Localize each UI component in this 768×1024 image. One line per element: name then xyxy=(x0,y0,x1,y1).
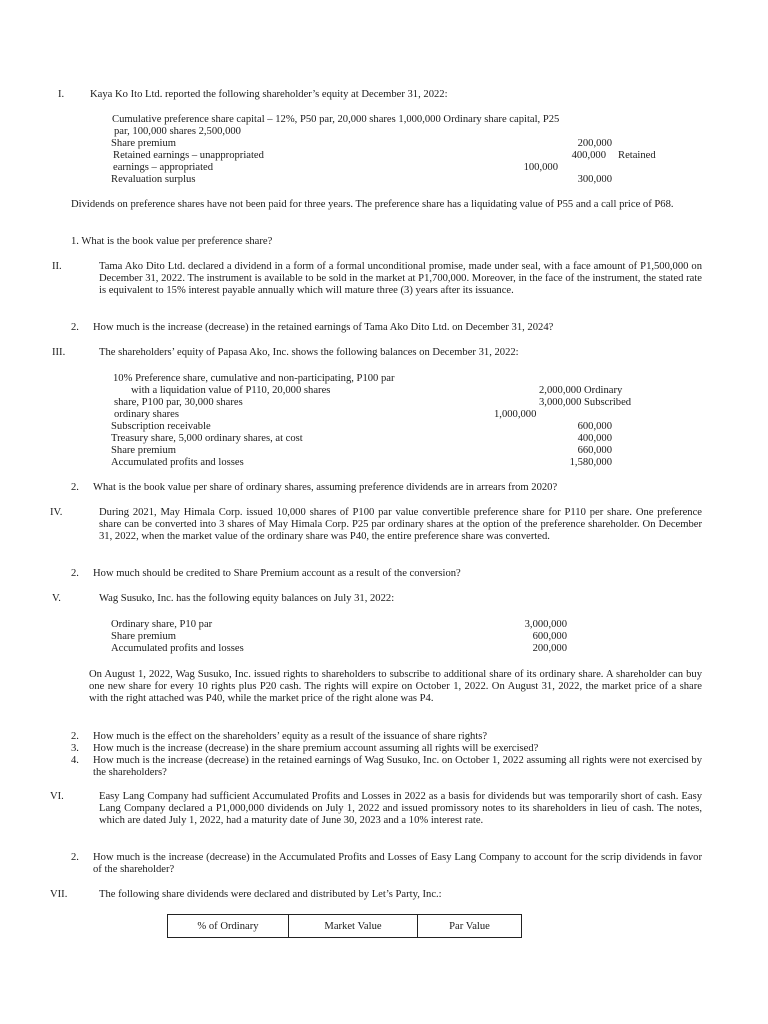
question-number: 4. xyxy=(71,755,79,766)
question: How much should be credited to Share Premium account as a result of the conversion? xyxy=(93,568,461,579)
equity-value: 2,000,000 Ordinary xyxy=(539,385,623,396)
question-number: 2. xyxy=(71,322,79,333)
question: How much is the increase (decrease) in the retained earnings of Tama Ako Dito Ltd. on December 31, 2024? xyxy=(93,322,554,333)
equity-value: 300,000 xyxy=(577,174,612,185)
section-intro: The following share dividends were declared and distributed by Let’s Party, Inc.: xyxy=(99,889,442,900)
equity-line: Share premium xyxy=(111,138,177,149)
section-paragraph: Easy Lang Company had sufficient Accumulated Profits and Losses in 2022 as a basis for dividends but was temporarily short of cash. Easy Lang Company declared a P1,000,000 dividends on July 1, 2022 and issued promissory notes to its shareholders in lieu of cash. The notes, which are dated July 1, 2022, had a maturity date of June 30, 2023 and a 10% interest rate. xyxy=(99,791,702,826)
question: How much is the increase (decrease) in the Accumulated Profits and Losses of Easy Lang Company to account for the scrip dividends in favor of the shareholder? xyxy=(93,852,702,875)
equity-line: Share premium xyxy=(111,631,177,642)
section-paragraph: Tama Ako Dito Ltd. declared a dividend in a form of a formal unconditional promise, made under seal, with a face amount of P1,500,000 on December 31, 2022. The instrument is available to be sold in the market at P1,700,000. Moreover, in the face of the instrument, the stated rate is equivalent to 15% interest payable annually which will mature three (3) years after its issuance. xyxy=(99,261,702,296)
equity-line: Share premium xyxy=(111,445,177,456)
section-number: I. xyxy=(58,89,65,100)
section-number: VI. xyxy=(50,791,64,802)
section-intro: Kaya Ko Ito Ltd. reported the following shareholder’s equity at December 31, 2022: xyxy=(90,89,448,100)
equity-line: par, 100,000 shares 2,500,000 xyxy=(114,126,241,137)
question: What is the book value per share of ordinary shares, assuming preference dividends are in arrears from 2020? xyxy=(93,482,558,493)
equity-value: 100,000 xyxy=(523,162,558,173)
equity-value: 600,000 xyxy=(577,421,612,432)
question: 1. What is the book value per preference share? xyxy=(71,236,273,247)
share-dividend-table xyxy=(167,914,522,938)
equity-line: Ordinary share, P10 par xyxy=(111,619,213,630)
table-header-cell: Market Value xyxy=(289,915,418,938)
question-number: 2. xyxy=(71,731,79,742)
question: How much is the increase (decrease) in the share premium account assuming all rights will be exercised? xyxy=(93,743,539,754)
table-header-row xyxy=(168,915,522,938)
question: How much is the effect on the shareholders’ equity as a result of the issuance of share rights? xyxy=(93,731,488,742)
equity-value: Retained xyxy=(618,150,656,161)
question-number: 2. xyxy=(71,482,79,493)
equity-value: 3,000,000 Subscribed xyxy=(539,397,632,408)
equity-value: 3,000,000 xyxy=(524,619,567,630)
equity-line: Treasury share, 5,000 ordinary shares, at cost xyxy=(111,433,303,444)
question-number: 2. xyxy=(71,852,79,863)
equity-line: Retained earnings – unappropriated xyxy=(113,150,264,161)
section-number: V. xyxy=(52,593,61,604)
section-paragraph: On August 1, 2022, Wag Susuko, Inc. issued rights to shareholders to subscribe to additional share of its ordinary share. A shareholder can buy one new share for every 10 rights plus P20 cash. The rights will expire on October 1, 2022. On August 31, 2022, the market price of a share with the right attached was P40, while the market price of the right alone was P4. xyxy=(89,669,702,704)
equity-value: 400,000 xyxy=(577,433,612,444)
equity-value: 1,000,000 xyxy=(494,409,537,420)
question-number: 3. xyxy=(71,743,79,754)
section-number: VII. xyxy=(50,889,68,900)
equity-line: with a liquidation value of P110, 20,000 shares xyxy=(131,385,331,396)
section-note: Dividends on preference shares have not been paid for three years. The preference share has a liquidating value of P55 and a call price of P68. xyxy=(71,199,674,210)
equity-value: 1,580,000 xyxy=(569,457,612,468)
section-number: III. xyxy=(52,347,66,358)
equity-line: Revaluation surplus xyxy=(111,174,196,185)
question-number: 2. xyxy=(71,568,79,579)
equity-line: 10% Preference share, cumulative and non-participating, P100 par xyxy=(113,373,395,384)
equity-value: 660,000 xyxy=(577,445,612,456)
section-paragraph: During 2021, May Himala Corp. issued 10,000 shares of P100 par value convertible preference share for P110 per share. One preference share can be converted into 3 shares of May Himala Corp. P25 par ordinary shares at the option of the preference shareholder. On December 31, 2022, when the market value of the ordinary share was P40, the entire preference share was converted. xyxy=(99,507,702,542)
equity-value: 400,000 xyxy=(571,150,606,161)
section-intro: Wag Susuko, Inc. has the following equity balances on July 31, 2022: xyxy=(99,593,395,604)
equity-line: Accumulated profits and losses xyxy=(111,643,244,654)
table-header-cell: Par Value xyxy=(418,915,522,938)
equity-line: Subscription receivable xyxy=(111,421,211,432)
equity-line: ordinary shares xyxy=(114,409,180,420)
section-number: II. xyxy=(52,261,62,272)
equity-line: earnings – appropriated xyxy=(113,162,214,173)
section-number: IV. xyxy=(50,507,63,518)
section-intro: The shareholders’ equity of Papasa Ako, Inc. shows the following balances on December 31, 2022: xyxy=(99,347,519,358)
equity-value: 200,000 xyxy=(532,643,567,654)
equity-line: Accumulated profits and losses xyxy=(111,457,244,468)
equity-line: Cumulative preference share capital – 12%, P50 par, 20,000 shares 1,000,000 Ordinary share capital, P25 xyxy=(112,114,560,125)
table-header-cell: % of Ordinary xyxy=(168,915,289,938)
question: How much is the increase (decrease) in the retained earnings of Wag Susuko, Inc. on October 1, 2022 assuming all rights were not exercised by the shareholders? xyxy=(93,755,702,778)
equity-value: 200,000 xyxy=(577,138,612,149)
equity-line: share, P100 par, 30,000 shares xyxy=(114,397,243,408)
equity-value: 600,000 xyxy=(532,631,567,642)
